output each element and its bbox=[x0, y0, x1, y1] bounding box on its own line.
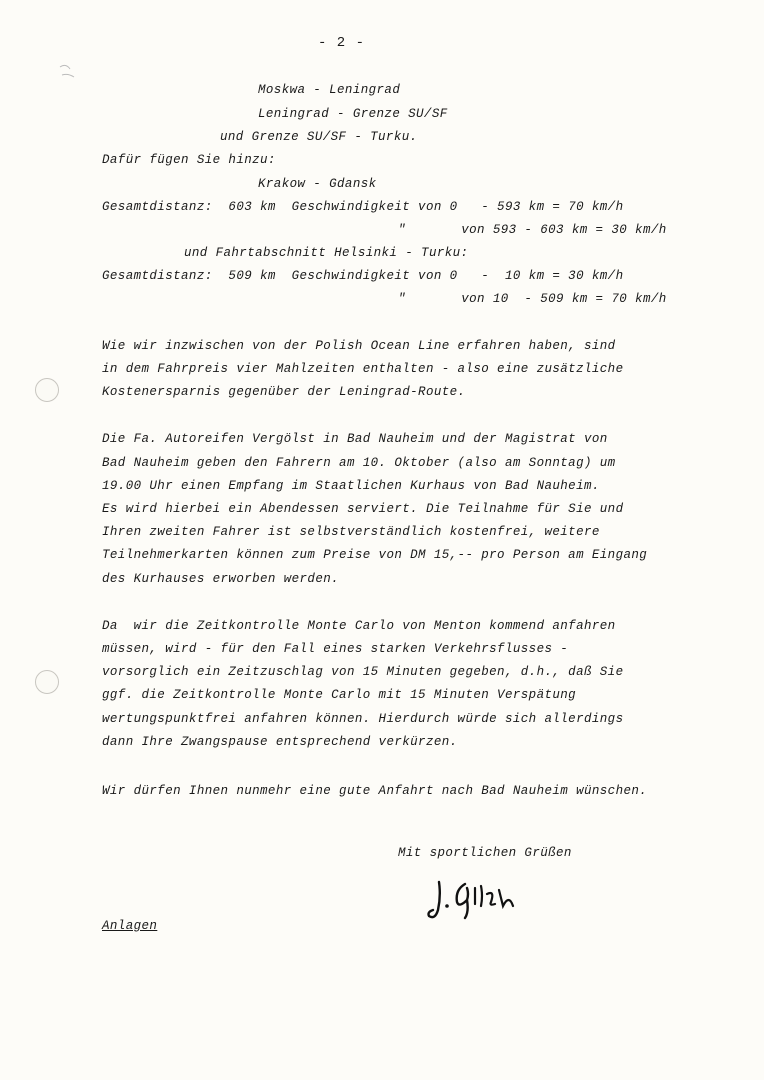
add-intro: Dafür fügen Sie hinzu: bbox=[102, 153, 276, 167]
paragraph-line: Teilnehmerkarten können zum Preise von DM 15,-- pro Person am Eingang bbox=[102, 548, 648, 562]
pencil-mark bbox=[56, 55, 86, 85]
route-line: Moskwa - Leningrad bbox=[258, 83, 401, 97]
distance-row: " von 10 - 509 km = 70 km/h bbox=[398, 292, 667, 306]
paragraph-line: müssen, wird - für den Fall eines starken Verkehrsflusses - bbox=[102, 642, 569, 656]
paragraph-line: Ihren zweiten Fahrer ist selbstverständlich kostenfrei, weitere bbox=[102, 525, 600, 539]
paragraph-line: dann Ihre Zwangspause entsprechend verkürzen. bbox=[102, 735, 458, 749]
punch-hole bbox=[35, 378, 59, 402]
paragraph-line: in dem Fahrpreis vier Mahlzeiten enthalten - also eine zusätzliche bbox=[102, 362, 624, 376]
route-line: Leningrad - Grenze SU/SF bbox=[258, 107, 448, 121]
punch-hole bbox=[35, 670, 59, 694]
paragraph-line: Es wird hierbei ein Abendessen serviert. Die Teilnahme für Sie und bbox=[102, 502, 624, 516]
paragraph-line: wertungspunktfrei anfahren können. Hierdurch würde sich allerdings bbox=[102, 712, 624, 726]
paragraph-line: Kostenersparnis gegenüber der Leningrad-Route. bbox=[102, 385, 466, 399]
paragraph-line: Die Fa. Autoreifen Vergölst in Bad Nauheim und der Magistrat von bbox=[102, 432, 608, 446]
distance-row: " von 593 - 603 km = 30 km/h bbox=[398, 223, 667, 237]
route-line: und Grenze SU/SF - Turku. bbox=[220, 130, 418, 144]
paragraph-line: Wir dürfen Ihnen nunmehr eine gute Anfahrt nach Bad Nauheim wünschen. bbox=[102, 784, 648, 798]
distance-row: Gesamtdistanz: 509 km Geschwindigkeit von 0 - 10 km = 30 km/h bbox=[102, 269, 624, 283]
page-number: - 2 - bbox=[318, 35, 366, 51]
signature bbox=[425, 876, 525, 926]
paragraph-line: 19.00 Uhr einen Empfang im Staatlichen Kurhaus von Bad Nauheim. bbox=[102, 479, 600, 493]
paragraph-line: Bad Nauheim geben den Fahrern am 10. Oktober (also am Sonntag) um bbox=[102, 456, 616, 470]
paragraph-line: vorsorglich ein Zeitzuschlag von 15 Minuten gegeben, d.h., daß Sie bbox=[102, 665, 624, 679]
distance-row: Gesamtdistanz: 603 km Geschwindigkeit von 0 - 593 km = 70 km/h bbox=[102, 200, 624, 214]
route-line: Krakow - Gdansk bbox=[258, 177, 377, 191]
paragraph-line: Wie wir inzwischen von der Polish Ocean Line erfahren haben, sind bbox=[102, 339, 616, 353]
closing: Mit sportlichen Grüßen bbox=[398, 846, 572, 860]
paragraph-line: Da wir die Zeitkontrolle Monte Carlo von Menton kommend anfahren bbox=[102, 619, 616, 633]
section-heading: und Fahrtabschnitt Helsinki - Turku: bbox=[184, 246, 469, 260]
paragraph-line: des Kurhauses erworben werden. bbox=[102, 572, 340, 586]
enclosures-label: Anlagen bbox=[102, 919, 158, 933]
paragraph-line: ggf. die Zeitkontrolle Monte Carlo mit 15 Minuten Verspätung bbox=[102, 688, 577, 702]
